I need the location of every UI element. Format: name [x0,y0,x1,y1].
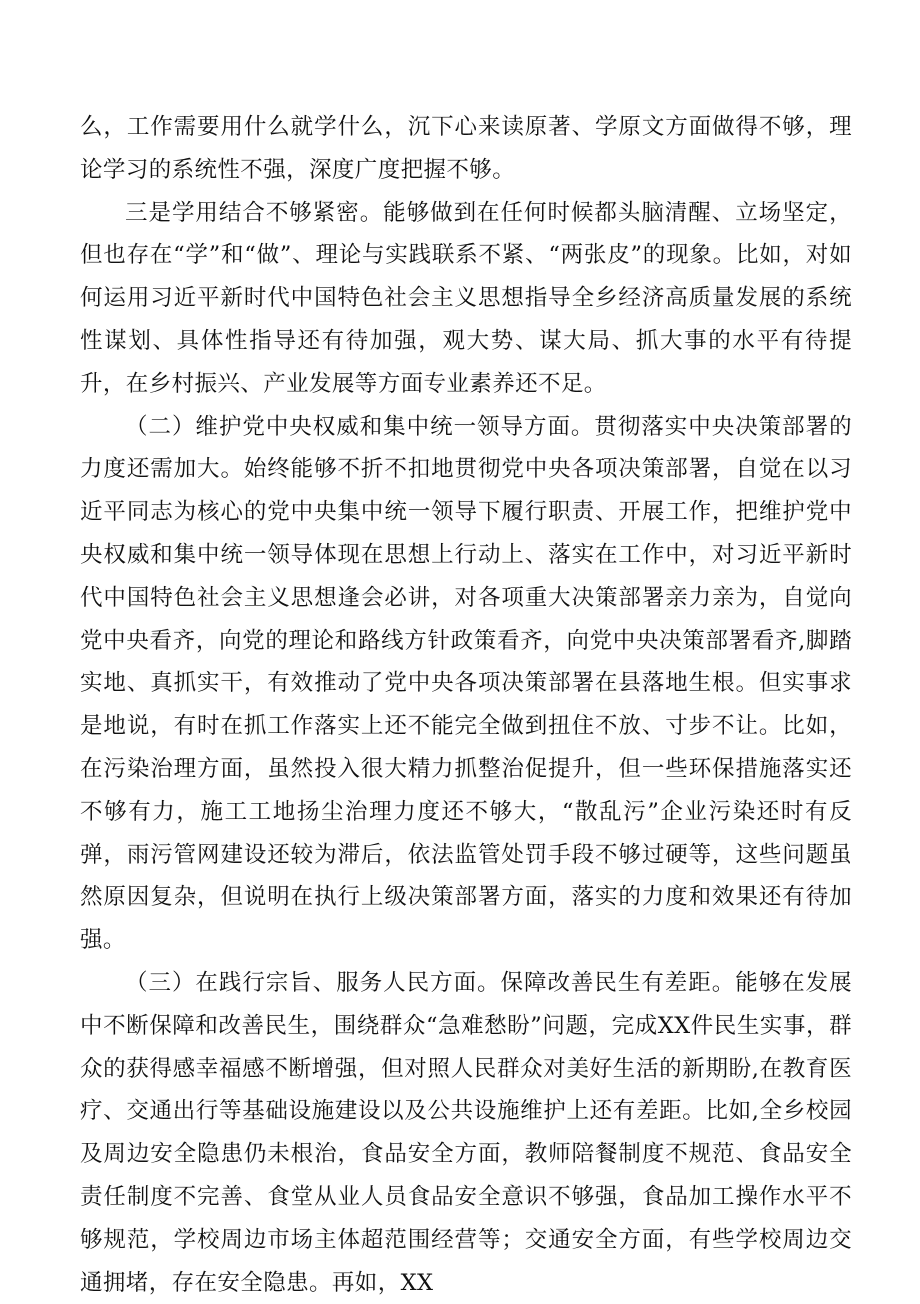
document-body [80,106,852,1304]
paragraph-study-application: 三是学用结合不够紧密。能够做到在任何时候都头脑清醒、立场坚定，但也存在“学”和“做”、理论与实践联系不紧、“两张皮”的现象。比如，对如何运用习近平新时代中国特色社会主义思想指导全乡经济高质量发展的系统性谋划、具体性指导还有待加强，观大势、谋大局、抓大事的水平有待提升，在乡村振兴、产业发展等方面专业素养还不足。 [80,199,852,397]
paragraph-serving-people: （三）在践行宗旨、服务人民方面。保障改善民生有差距。能够在发展中不断保障和改善民生，围绕群众“急难愁盼”问题，完成XX件民生实事，群众的获得感幸福感不断增强，但对照人民群众对美好生活的新期盼,在教育医疗、交通出行等基础设施建设以及公共设施维护上还有差距。比如,全乡校园及周边安全隐患仍未根治，食品安全方面，教师陪餐制度不规范、食品安全责任制度不完善、食堂从业人员食品安全意识不够强，食品加工操作水平不够规范，学校周边市场主体超范围经营等；交通安全方面，有些学校周边交通拥堵，存在安全隐患。再如，XX [80,969,852,1296]
paragraph-central-authority: （二）维护党中央权威和集中统一领导方面。贯彻落实中央决策部署的力度还需加大。始终能够不折不扣地贯彻党中央各项决策部署，自觉在以习近平同志为核心的党中央集中统一领导下履行职责、开展工作，把维护党中央权威和集中统一领导体现在思想上行动上、落实在工作中，对习近平新时代中国特色社会主义思想逢会必讲，对各项重大决策部署亲力亲为，自觉向党中央看齐，向党的理论和路线方针政策看齐，向党中央决策部署看齐,脚踏实地、真抓实干，有效推动了党中央各项决策部署在县落地生根。但实事求是地说，有时在抓工作落实上还不能完全做到扭住不放、寸步不让。比如，在污染治理方面，虽然投入很大精力抓整治促提升，但一些环保措施落实还不够有力，施工工地扬尘治理力度还不够大，“散乱污”企业污染还时有反弹，雨污管网建设还较为滞后，依法监管处罚手段不够过硬等，这些问题虽然原因复杂，但说明在执行上级决策部署方面，落实的力度和效果还有待加强。 [80,413,852,954]
paragraph-continuation: 么，工作需要用什么就学什么，沉下心来读原著、学原文方面做得不够，理论学习的系统性不强，深度广度把握不够。 [80,114,852,183]
